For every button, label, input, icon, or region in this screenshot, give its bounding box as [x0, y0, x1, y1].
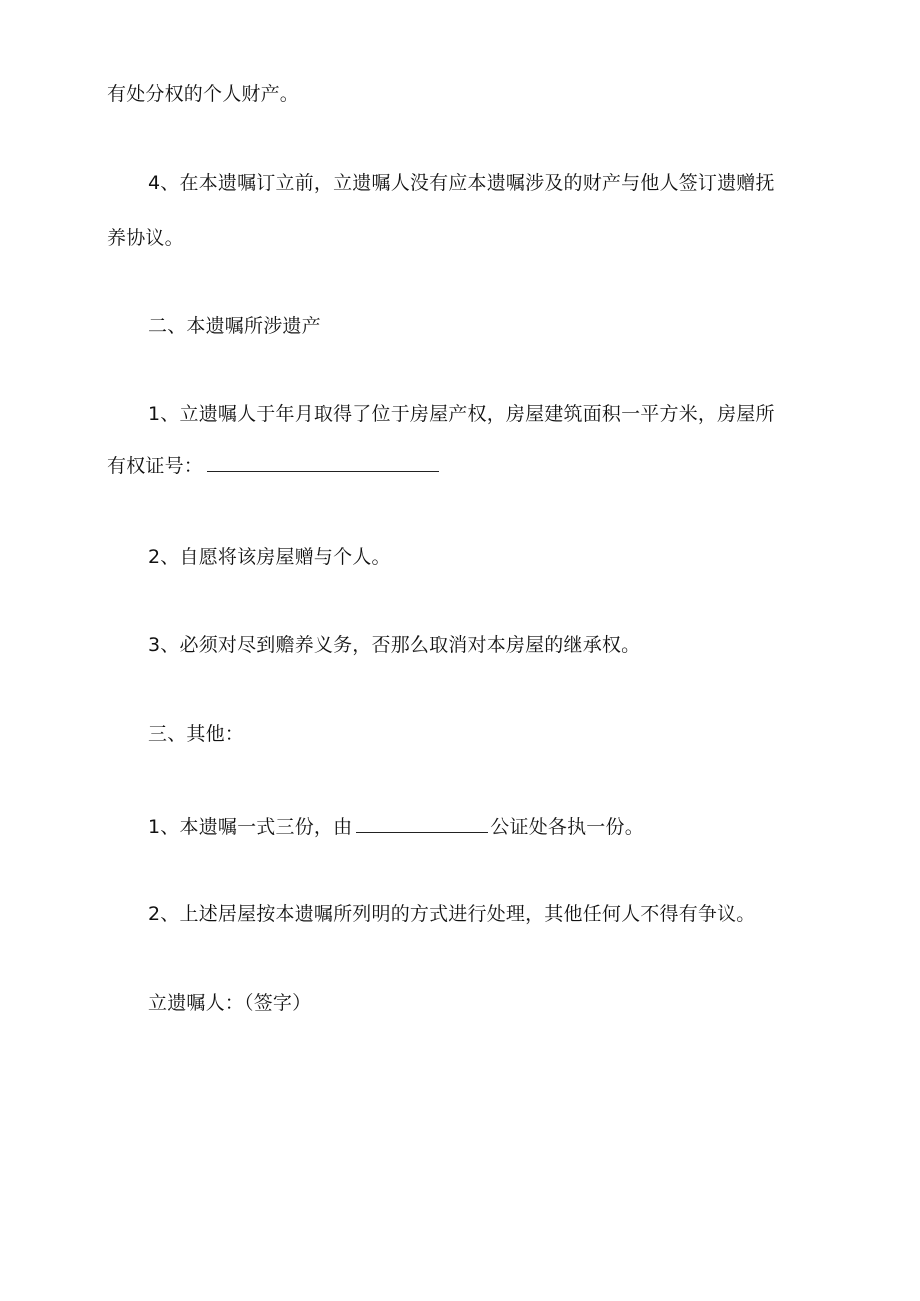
certificate-number-blank — [207, 451, 439, 472]
section-2-clause-3: 3、必须对尽到赡养义务，否那么取消对本房屋的继承权。 — [148, 634, 641, 656]
signature-line: 立遗嘱人：（签字） — [148, 992, 312, 1014]
notary-text: 公证处各执一份。 — [490, 816, 644, 838]
section-2-clause-2: 2、自愿将该房屋赠与个人。 — [148, 546, 391, 568]
section-3-clause-2: 2、上述居屋按本遗嘱所列明的方式进行处理，其他任何人不得有争议。 — [148, 903, 756, 925]
section-3-heading: 三、其他： — [148, 723, 245, 745]
section-2-clause-1-line-1: 1、立遗嘱人于年月取得了位于房屋产权，房屋建筑面积一平方米，房屋所 — [148, 403, 775, 425]
paragraph-line-property-right: 有处分权的个人财产。 — [107, 83, 300, 105]
clause-4-line-2: 养协议。 — [107, 227, 184, 249]
section-2-heading: 二、本遗嘱所涉遗产 — [148, 315, 321, 337]
notary-blank — [356, 812, 488, 833]
clause-4-line-1: 4、在本遗嘱订立前，立遗嘱人没有应本遗嘱涉及的财产与他人签订遗赠抚 — [148, 172, 775, 194]
section-2-clause-1-line-2 — [107, 451, 439, 480]
certificate-number-label: 有权证号： — [107, 455, 204, 477]
copies-text: 1、本遗嘱一式三份，由 — [148, 816, 353, 838]
section-3-clause-1 — [148, 812, 644, 841]
